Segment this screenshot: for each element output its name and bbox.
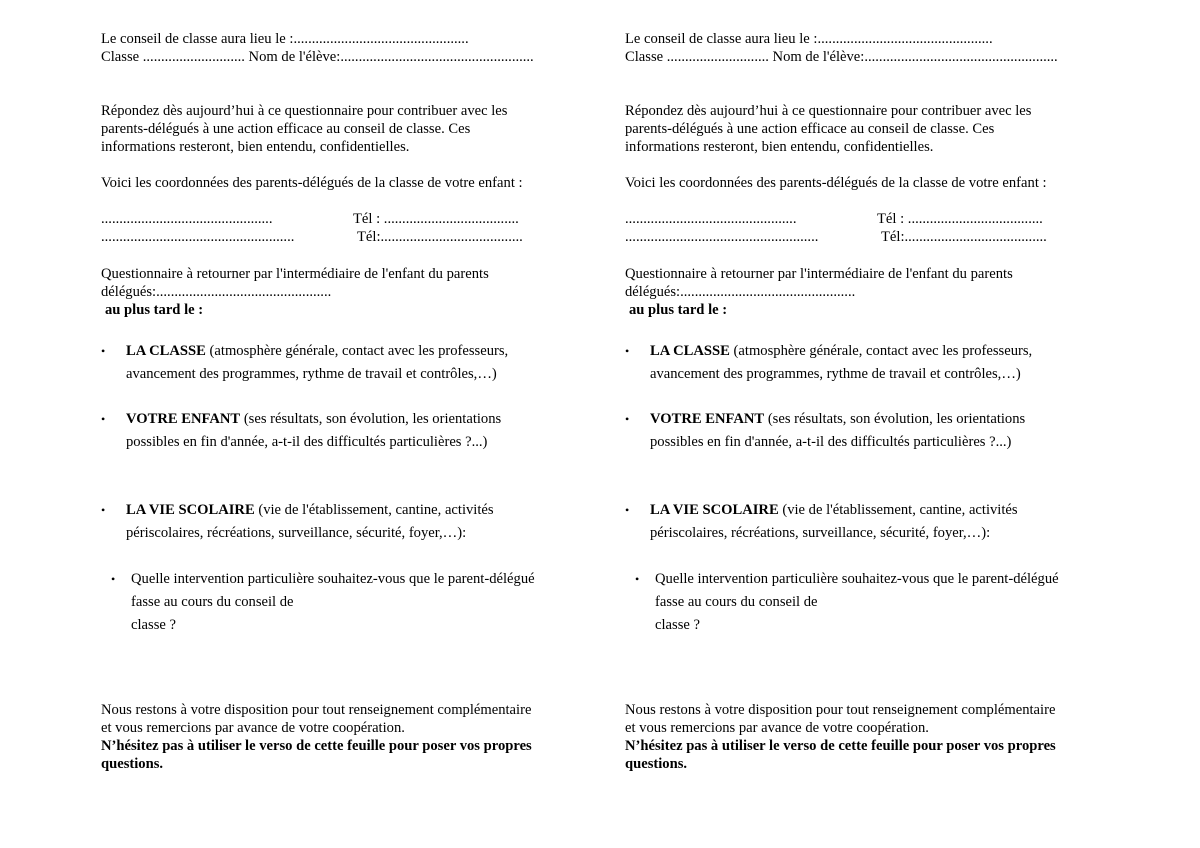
- topic-votre-enfant: [625, 408, 1125, 454]
- delegate-row: [101, 210, 571, 228]
- bullet-icon: •: [101, 503, 106, 517]
- question-line: fasse au cours du conseil de: [131, 594, 294, 610]
- intro-paragraph: [625, 102, 1031, 156]
- topic-text: (ses résultats, son évolution, les orientations: [240, 411, 502, 427]
- topic-text: (ses résultats, son évolution, les orientations: [764, 411, 1026, 427]
- intro-line: parents-délégués à une action efficace au conseil de classe. Ces: [101, 121, 471, 137]
- delegate-tel-field: Tél : .....................................: [877, 211, 1043, 227]
- council-date-line: Le conseil de classe aura lieu le :................................................: [625, 31, 993, 47]
- class-student-line: Classe ............................ Nom de l'élève:.....................................................: [625, 49, 1058, 65]
- deadline-label: au plus tard le :: [105, 302, 204, 318]
- delegate-name-field: .....................................................: [625, 229, 819, 245]
- intro-line: informations resteront, bien entendu, confidentielles.: [625, 139, 934, 155]
- closing-line: et vous remercions par avance de votre coopération.: [101, 720, 405, 736]
- topic-text: (atmosphère générale, contact avec les professeurs,: [729, 343, 1033, 359]
- delegate-name-field: .....................................................: [101, 229, 295, 245]
- question-line: fasse au cours du conseil de: [655, 594, 818, 610]
- intro-line: parents-délégués à une action efficace au conseil de classe. Ces: [625, 121, 995, 137]
- council-date-line: Le conseil de classe aura lieu le :................................................: [101, 31, 469, 47]
- closing-line: Nous restons à votre disposition pour tout renseignement complémentaire: [625, 702, 1056, 718]
- return-line: Questionnaire à retourner par l'intermédiaire de l'enfant du parents: [625, 266, 1013, 282]
- topic-text: (vie de l'établissement, cantine, activités: [778, 502, 1018, 518]
- return-instructions: [101, 265, 489, 319]
- return-instructions: [625, 265, 1013, 319]
- return-line: délégués:................................................: [625, 284, 856, 300]
- bullet-icon: •: [625, 344, 630, 358]
- delegates-contacts: [101, 210, 571, 246]
- intro-line: Répondez dès aujourd’hui à ce questionnaire pour contribuer avec les: [625, 103, 1032, 119]
- question-line: Quelle intervention particulière souhaitez-vous que le parent-délégué: [131, 571, 535, 587]
- closing-paragraph: [625, 701, 1056, 773]
- question-line: classe ?: [655, 617, 700, 633]
- topic-text: avancement des programmes, rythme de travail et contrôles,…): [126, 366, 497, 382]
- delegate-tel-field: Tél:.......................................: [881, 229, 1047, 245]
- closing-paragraph: [101, 701, 532, 773]
- closing-line: Nous restons à votre disposition pour tout renseignement complémentaire: [101, 702, 532, 718]
- bullet-icon: •: [111, 572, 116, 586]
- header-fields: [101, 30, 534, 66]
- topic-vie-scolaire: [101, 499, 601, 545]
- topic-title: LA VIE SCOLAIRE: [650, 502, 779, 518]
- return-line: délégués:................................................: [101, 284, 332, 300]
- topic-text: (vie de l'établissement, cantine, activités: [254, 502, 494, 518]
- topic-la-classe: [625, 340, 1125, 386]
- delegate-tel-field: Tél : .....................................: [353, 211, 519, 227]
- topic-text: périscolaires, récréations, surveillance, sécurité, foyer,…):: [126, 525, 467, 541]
- bullet-icon: •: [635, 572, 640, 586]
- deadline-label: au plus tard le :: [629, 302, 728, 318]
- topic-title: LA CLASSE: [650, 343, 730, 359]
- bullet-icon: •: [101, 344, 106, 358]
- topic-vie-scolaire: [625, 499, 1125, 545]
- topic-title: VOTRE ENFANT: [650, 411, 765, 427]
- delegate-row: [625, 228, 1095, 246]
- intro-line: informations resteront, bien entendu, confidentielles.: [101, 139, 410, 155]
- closing-bold-line: questions.: [101, 756, 164, 772]
- closing-bold-line: N’hésitez pas à utiliser le verso de cette feuille pour poser vos propres: [625, 738, 1056, 754]
- topic-text: possibles en fin d'année, a-t-il des difficultés particulières ?...): [650, 434, 1012, 450]
- bullet-icon: •: [625, 412, 630, 426]
- topic-text: possibles en fin d'année, a-t-il des difficultés particulières ?...): [126, 434, 488, 450]
- delegate-name-field: ...............................................: [625, 211, 797, 227]
- topic-text: périscolaires, récréations, surveillance, sécurité, foyer,…):: [650, 525, 991, 541]
- topic-title: LA CLASSE: [126, 343, 206, 359]
- intervention-question: [101, 568, 601, 637]
- topic-title: LA VIE SCOLAIRE: [126, 502, 255, 518]
- delegate-row: [101, 228, 571, 246]
- delegate-tel-field: Tél:.......................................: [357, 229, 523, 245]
- topic-text: avancement des programmes, rythme de travail et contrôles,…): [650, 366, 1021, 382]
- bullet-icon: •: [101, 412, 106, 426]
- delegate-row: [625, 210, 1095, 228]
- intro-line: Répondez dès aujourd’hui à ce questionnaire pour contribuer avec les: [101, 103, 508, 119]
- question-line: classe ?: [131, 617, 176, 633]
- delegates-contacts: [625, 210, 1095, 246]
- header-fields: [625, 30, 1058, 66]
- closing-line: et vous remercions par avance de votre coopération.: [625, 720, 929, 736]
- intro-paragraph: [101, 102, 507, 156]
- return-line: Questionnaire à retourner par l'intermédiaire de l'enfant du parents: [101, 266, 489, 282]
- intervention-question: [625, 568, 1125, 637]
- bullet-icon: •: [625, 503, 630, 517]
- coordinates-intro: Voici les coordonnées des parents-délégués de la classe de votre enfant :: [101, 175, 523, 191]
- topic-title: VOTRE ENFANT: [126, 411, 241, 427]
- topic-votre-enfant: [101, 408, 601, 454]
- topic-text: (atmosphère générale, contact avec les professeurs,: [205, 343, 509, 359]
- coordinates-intro: Voici les coordonnées des parents-délégués de la classe de votre enfant :: [625, 175, 1047, 191]
- delegate-name-field: ...............................................: [101, 211, 273, 227]
- topic-la-classe: [101, 340, 601, 386]
- closing-bold-line: N’hésitez pas à utiliser le verso de cette feuille pour poser vos propres: [101, 738, 532, 754]
- question-line: Quelle intervention particulière souhaitez-vous que le parent-délégué: [655, 571, 1059, 587]
- class-student-line: Classe ............................ Nom de l'élève:.....................................................: [101, 49, 534, 65]
- closing-bold-line: questions.: [625, 756, 688, 772]
